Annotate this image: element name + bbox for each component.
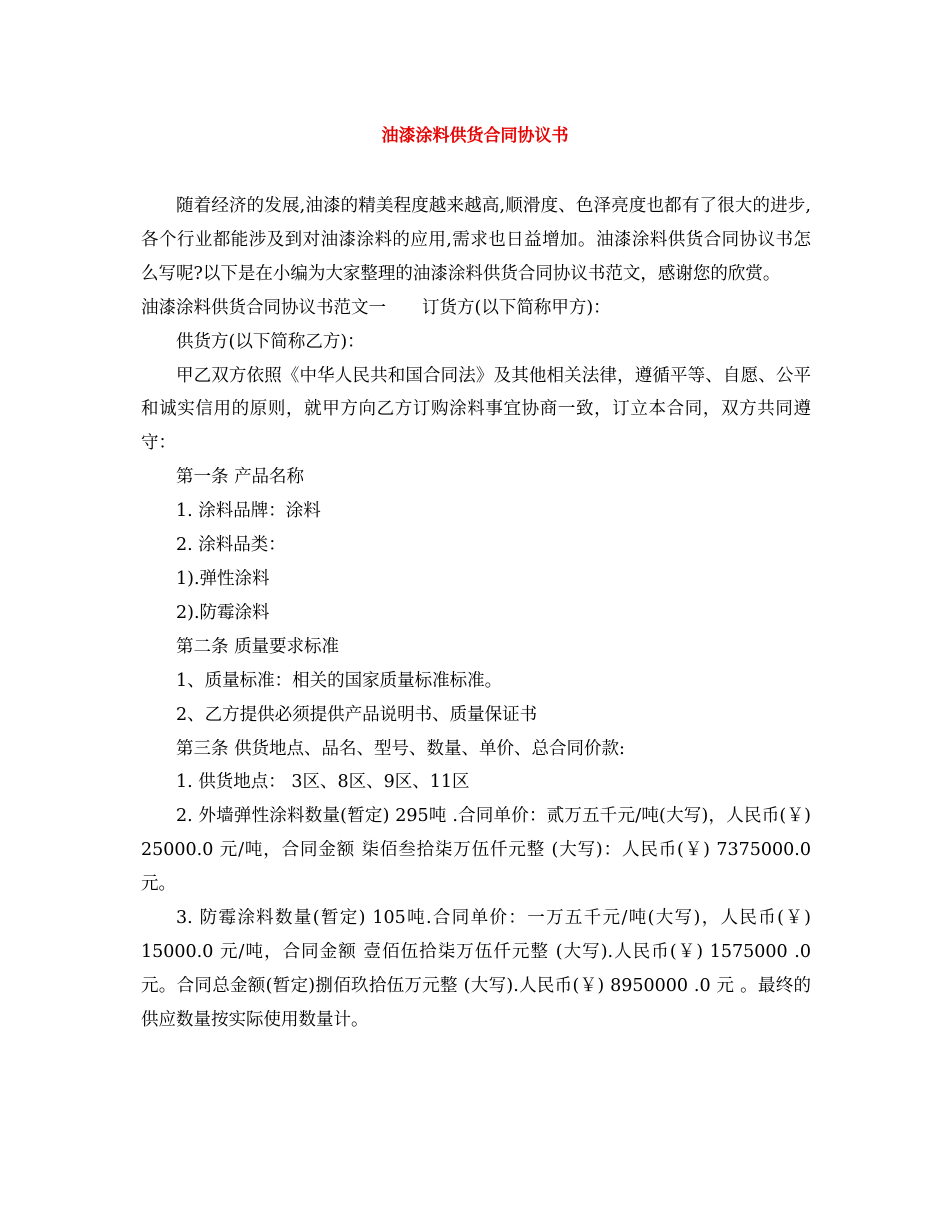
intro-paragraph: 随着经济的发展,油漆的精美程度越来越高,顺滑度、色泽亮度也都有了很大的进步,各个行业都能涉及到对油漆涂料的应用,需求也日益增加。油漆涂料供货合同协议书怎么写呢?以下是在小编为大家整理的油漆涂料供货合同协议书范文，感谢您的欣赏。 [141,196,811,284]
party-a-line: 订货方(以下简称甲方)： [422,297,611,318]
document-body [141,190,811,1038]
pricing-paragraph: 2. 外墙弹性涂料数量(暂定) 295吨 .合同单价：贰万五千元/吨(大写)，人民币(￥) 25000.0 元/吨，合同金额 柒佰叁拾柒万伍仟元整 (大写)：人民币(￥) 7375000.0 元。 [141,806,811,895]
article-3-heading: 第三条 供货地点、品名、型号、数量、单价、总合同价款: [176,738,625,759]
article-1-heading: 第一条 产品名称 [176,467,305,488]
list-item: 2. 涂料品类： [176,535,286,556]
document-title: 油漆涂料供货合同协议书 [381,126,569,146]
list-item: 1).弹性涂料 [176,568,270,589]
party-b-line: 供货方(以下简称乙方)： [176,331,365,352]
agreement-paragraph: 甲乙双方依照《中华人民共和国合同法》及其他相关法律，遵循平等、自愿、公平和诚实信用的原则，就甲方向乙方订购涂料事宜协商一致，订立本合同，双方共同遵守： [141,365,811,454]
list-item: 1、质量标准：相关的国家质量标准标准。 [176,670,503,691]
list-item: 2).防霉涂料 [176,602,270,623]
article-2-heading: 第二条 质量要求标准 [176,636,340,657]
list-item: 2、乙方提供必须提供产品说明书、质量保证书 [176,704,538,725]
pricing-paragraph: 3. 防霉涂料数量(暂定) 105吨.合同单价：一万五千元/吨(大写)，人民币(￥) 15000.0 元/吨，合同金额 壹佰伍拾柒万伍仟元整 (大写).人民币(￥) 1575000 .0 元。合同总金额(暂定)捌佰玖拾伍万元整 (大写).人民币(￥) 8950000 .0 元 。最终的供应数量按实际使用数量计。 [141,908,811,1030]
list-item: 1. 供货地点： 3区、8区、9区、11区 [176,772,470,793]
sample-heading: 油漆涂料供货合同协议书范文一 [141,297,386,318]
section-heading-line [141,292,811,326]
list-item: 1. 涂料品牌：涂料 [176,501,321,522]
